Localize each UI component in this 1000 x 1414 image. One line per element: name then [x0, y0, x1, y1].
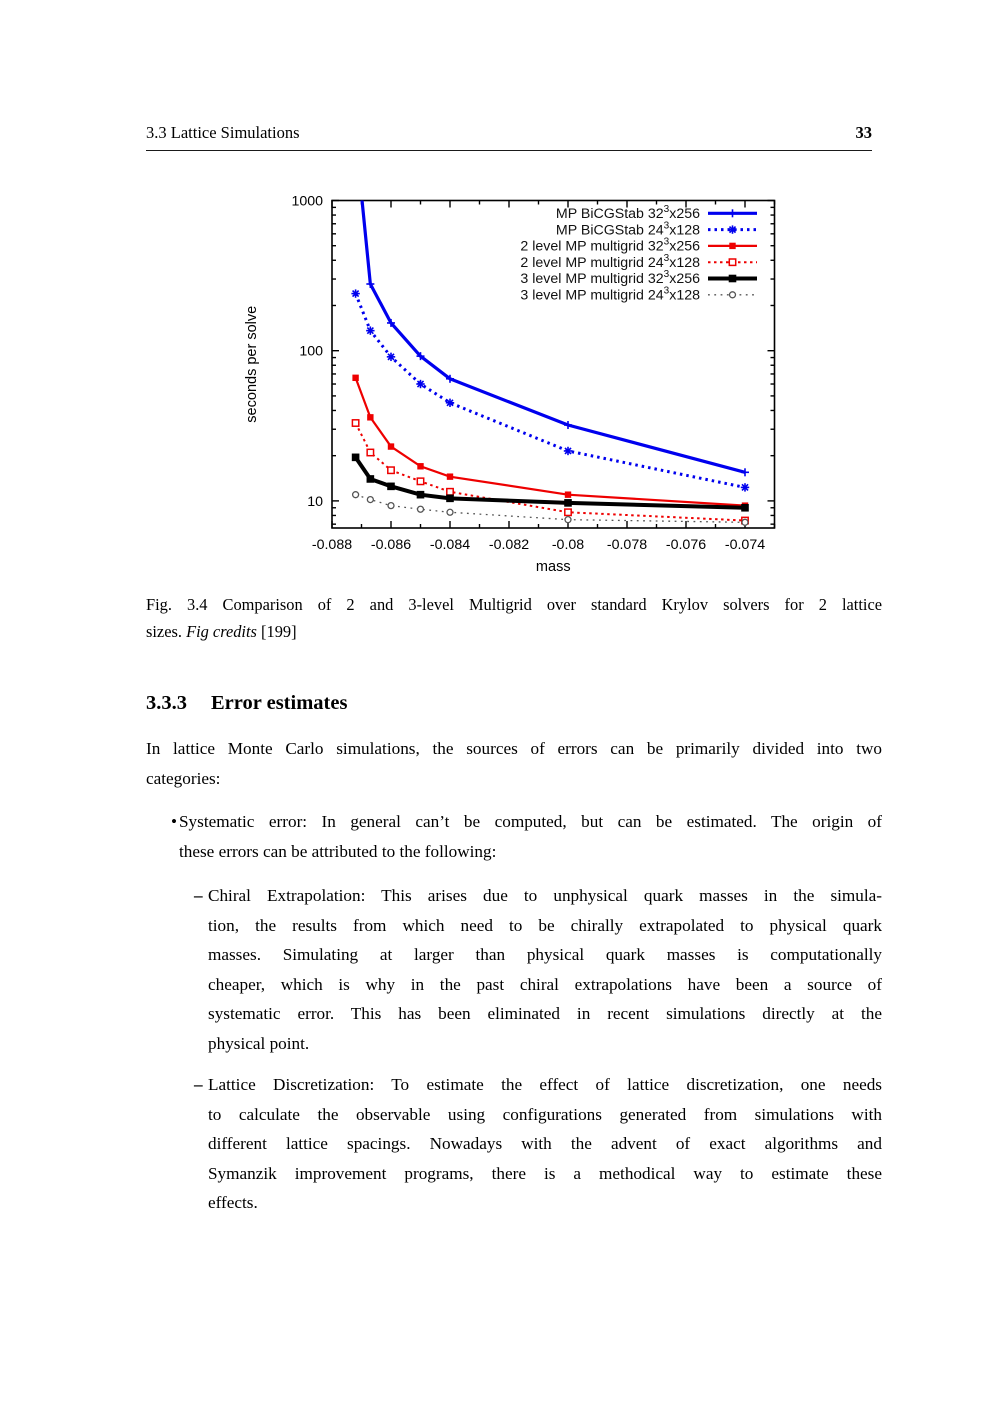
- bullet-item-systematic-error: [146, 807, 882, 866]
- tick-label: -0.078: [606, 537, 648, 553]
- tick-label: 1000: [291, 193, 323, 210]
- text-line: Symanzik improvement programs, there is a methodical way to estimate these: [208, 1163, 882, 1183]
- tick-label: -0.08: [551, 537, 585, 553]
- figure-caption: [146, 591, 882, 646]
- figure-3-4: [230, 165, 790, 595]
- text-line: systematic error. This has been eliminated in recent simulations directly at the: [208, 1004, 882, 1024]
- text-line: categories:: [146, 768, 221, 788]
- dash-item-lattice-discretization: [146, 1070, 882, 1218]
- text-line: physical point.: [208, 1033, 310, 1053]
- y-axis-label: seconds per solve: [244, 305, 260, 423]
- legend-label: MP BiCGStab $32^3x256$: [555, 204, 700, 222]
- dash-marker: –: [194, 886, 203, 905]
- dash-marker: –: [194, 1075, 203, 1094]
- dash-item-chiral-extrapolation: [146, 881, 882, 1059]
- page-number: 33: [855, 123, 872, 142]
- text-line: cheaper, which is why in the past chiral extrapolations have been a source of: [208, 974, 882, 994]
- bullet-marker: •: [171, 812, 178, 831]
- tick-label: 10: [307, 493, 323, 510]
- figure-caption-line2: sizes. Fig credits [199]: [146, 622, 297, 642]
- text-line: effects.: [208, 1193, 258, 1213]
- running-header: [146, 123, 872, 151]
- legend-label: 2 level MP multigrid $32^3x256$: [520, 236, 700, 255]
- text-line: masses. Simulating at larger than physical quark masses is computationally: [208, 945, 882, 965]
- text-line: Chiral Extrapolation: This arises due to unphysical quark masses in the simula-: [208, 886, 882, 905]
- running-header-section: 3.3 Lattice Simulations: [146, 123, 300, 142]
- text-line: Systematic error: In general can’t be computed, but can be estimated. The origin of: [179, 812, 882, 831]
- figure-caption-credits: Fig credits: [186, 622, 257, 642]
- section-heading: [146, 693, 347, 714]
- series-2: [352, 375, 748, 509]
- tick-label: -0.082: [488, 537, 530, 553]
- text-line: different lattice spacings. Nowadays with the advent of exact algorithms and: [208, 1134, 882, 1154]
- legend-label: 3 level MP multigrid $24^3x128$: [520, 285, 700, 304]
- intro-paragraph: [146, 734, 882, 793]
- figure-caption-line1: Fig. 3.4 Comparison of 2 and 3-level Multigrid over standard Krylov solvers for 2 lattice: [146, 595, 882, 614]
- text-line: In lattice Monte Carlo simulations, the sources of errors can be primarily divided into two: [146, 739, 882, 758]
- tick-label: -0.074: [724, 537, 766, 553]
- legend-label: MP BiCGStab $24^3x128$: [555, 220, 700, 239]
- section-title: Error estimates: [211, 692, 348, 714]
- legend-label: 3 level MP multigrid $32^3x256$: [520, 269, 700, 288]
- tick-label: -0.086: [370, 537, 412, 553]
- tick-label: -0.084: [429, 537, 471, 553]
- tick-label: 100: [299, 343, 323, 360]
- text-line: tion, the results from which need to be chirally extrapolated to physical quark: [208, 915, 882, 935]
- legend-label: 2 level MP multigrid $24^3x128$: [520, 252, 700, 271]
- text-line: Lattice Discretization: To estimate the effect of lattice discretization, one needs: [208, 1075, 882, 1094]
- series-5: [353, 492, 748, 526]
- tick-label: -0.076: [665, 537, 707, 553]
- legend: [520, 204, 757, 304]
- x-axis-label: mass: [535, 559, 571, 575]
- tick-label: -0.088: [311, 537, 353, 553]
- figure-chart: [230, 165, 790, 595]
- section-number: 3.3.3: [146, 692, 187, 714]
- text-line: these errors can be attributed to the following:: [179, 841, 497, 861]
- text-line: to calculate the observable using configurations generated from simulations with: [208, 1104, 882, 1124]
